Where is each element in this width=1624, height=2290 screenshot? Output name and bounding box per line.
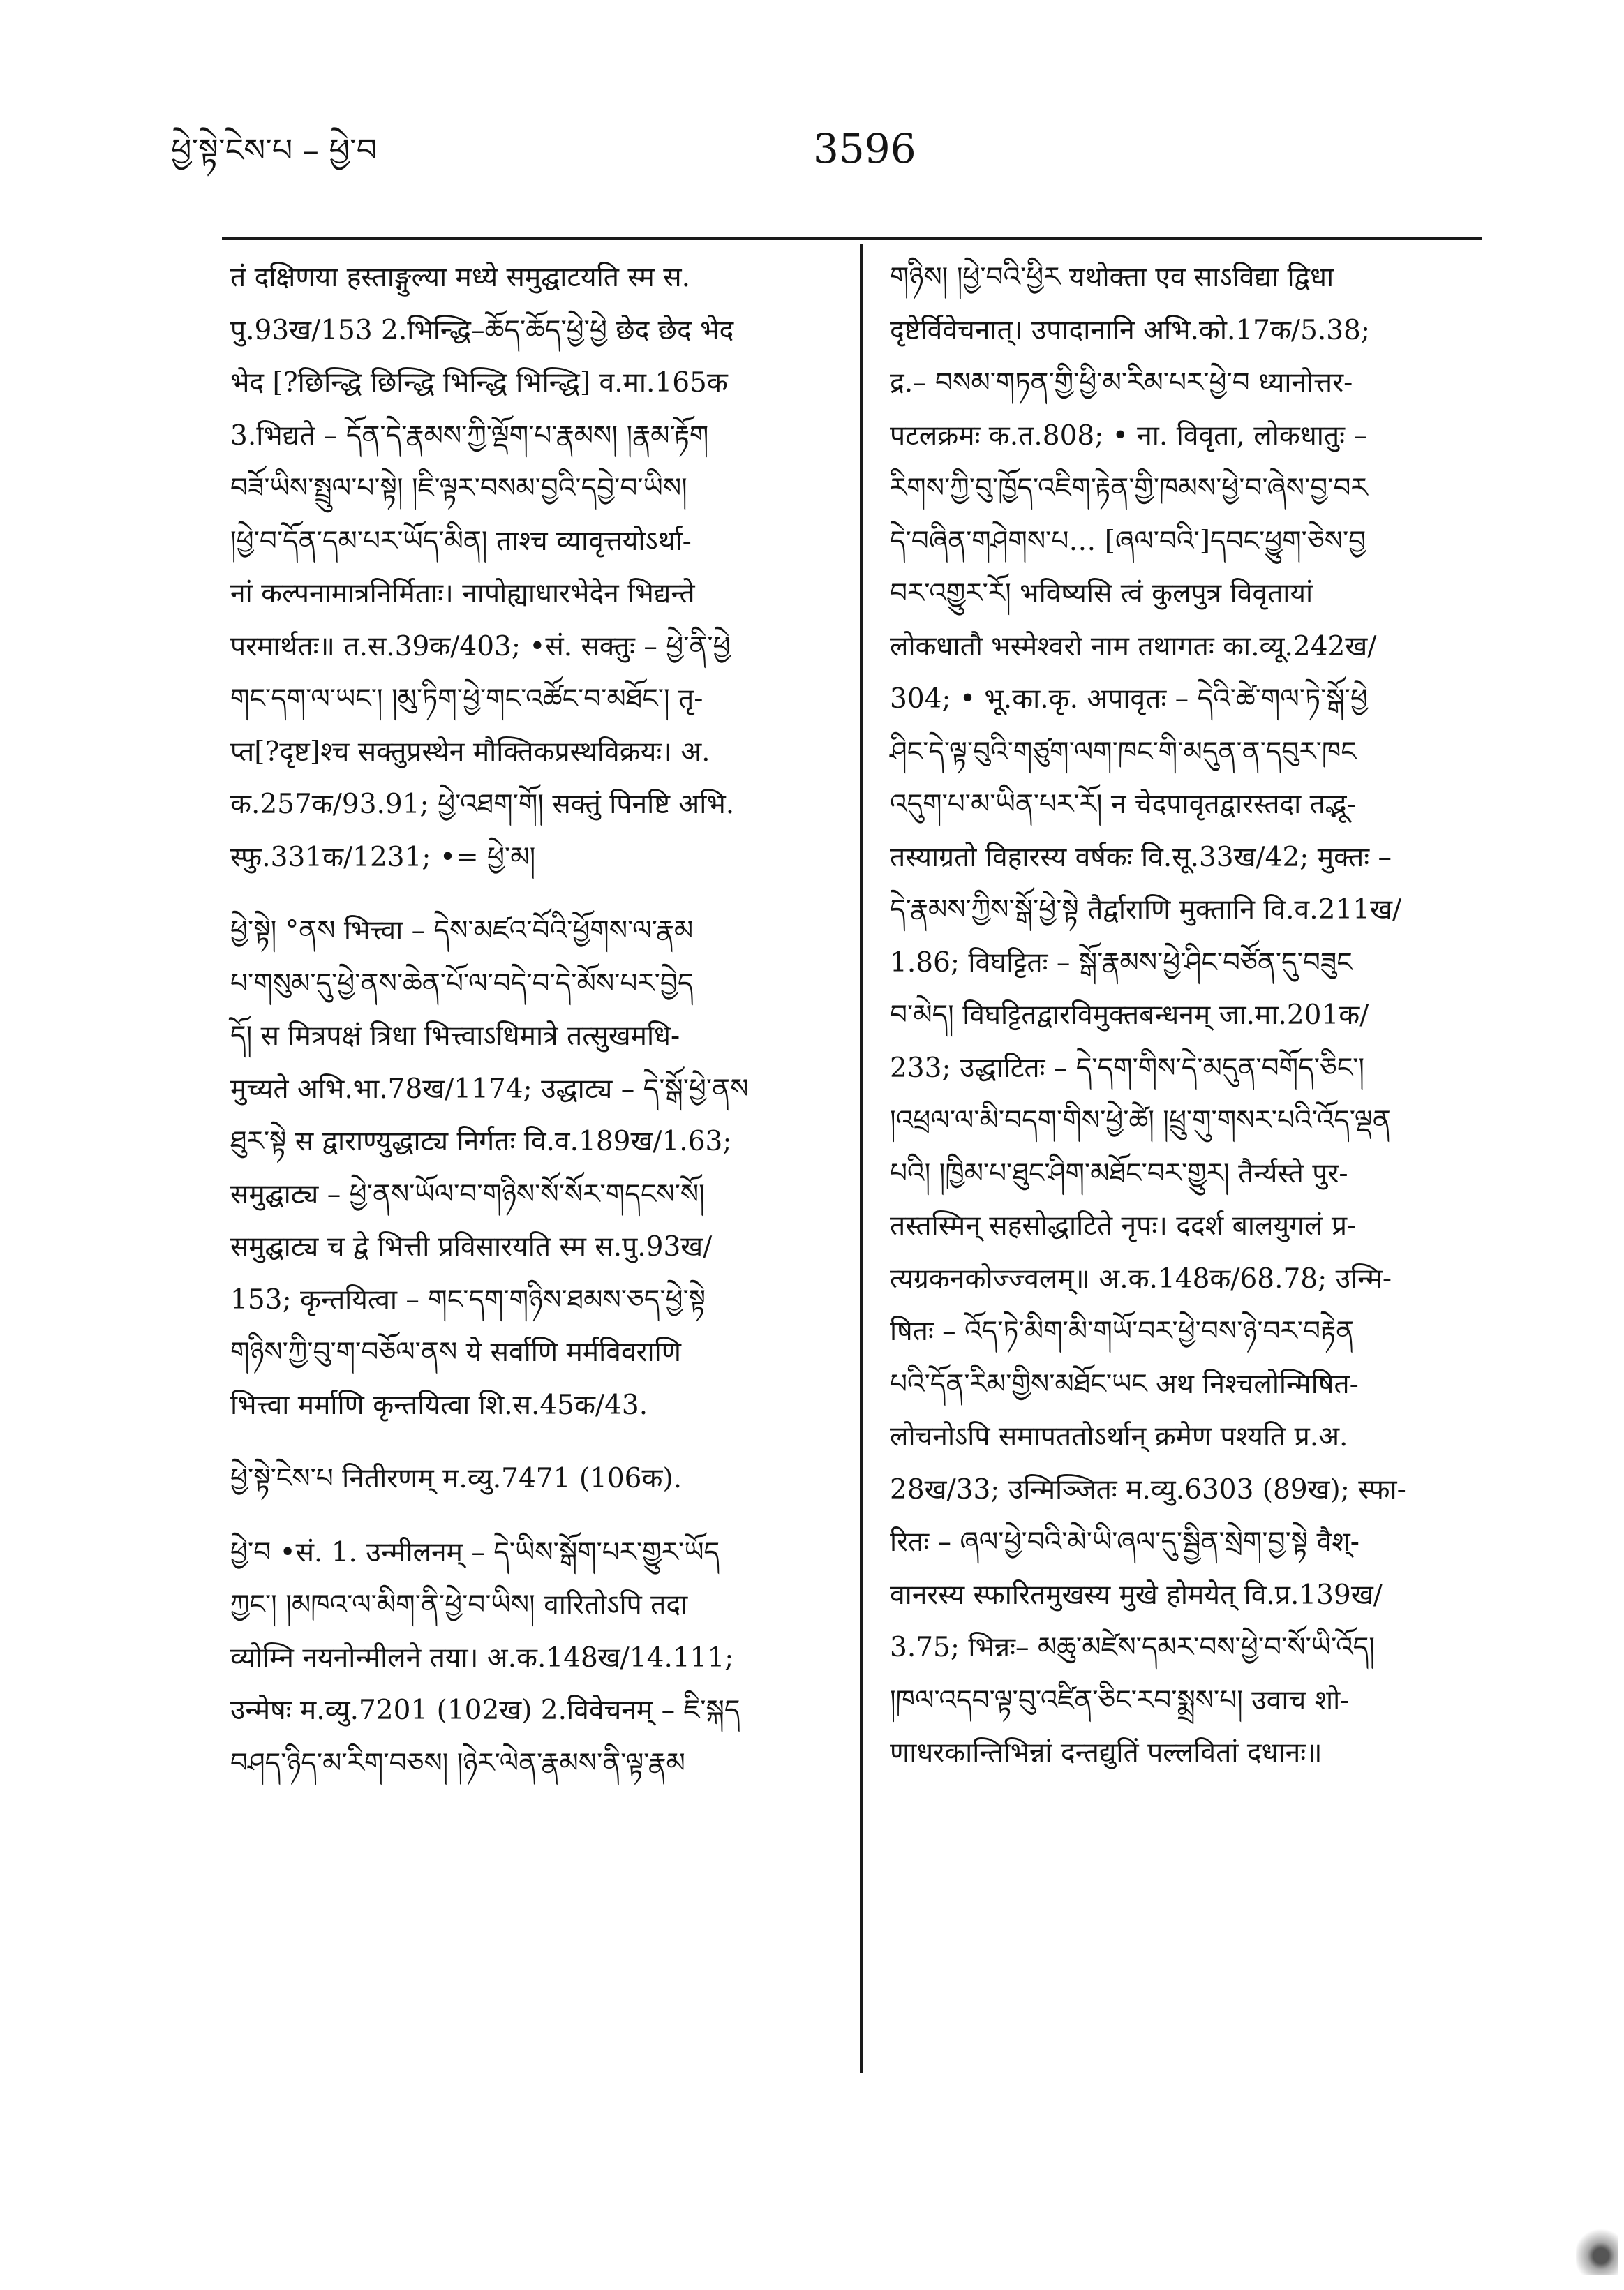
text-line: པའི་དོན་རིམ་གྱིས་མཐོང་ཡང अथ निश्चलोन्मिषित- (890, 1368, 1359, 1400)
text-line: द्र.– བསམ་གཏན་གྱི་ཕྱི་མ་རིམ་པར་ཕྱེ་བ ध्यानोत्तर- (890, 367, 1353, 399)
text-line: ཕྱེ་བ •सं. 1. उन्मीलनम् – དེ་ཡིས་སྒོག་པར་གྱུར་ཡོད (230, 1536, 720, 1568)
text-line: नां कल्पनामात्रनिर्मिताः। नापोह्याधारभेदेन भिद्यन्ते (230, 578, 695, 609)
text-line: तस्तस्मिन् सहसोद्धाटिते नृपः। ददर्श बालयुगलं प्र- (890, 1210, 1357, 1242)
text-line: पटलक्रमः क.त.808; • ना. विवृता, लोकधातुः – (890, 419, 1367, 452)
page-number: 3596 (813, 125, 916, 172)
running-head: ཕྱེ་སྟེ་ངེས་པ – ཕྱེ་བ (171, 131, 378, 169)
text-line: དོ། स मित्रपक्षं त्रिधा भित्त्वाऽधिमात्रे तत्सुखमधि- (230, 1020, 680, 1052)
text-line: भित्त्वा मर्माणि कृन्तयित्वा शि.स.45क/43. (230, 1389, 648, 1421)
entry-block (230, 251, 844, 884)
text-line: ཤིང་དེ་ལྟ་བུའི་གཙུག་ལག་ཁང་གི་མདུན་ན་དབུར་ཁང (890, 736, 1357, 768)
text-line: मुच्यते अभि.भा.78ख/1174; उद्धाट्य – དེ་སྒོ་ཕྱེ་ནས (230, 1073, 749, 1105)
entry-gap (230, 884, 844, 905)
text-line: གང་དག་ལ་ཡང་། །མུ་ཏིག་ཕྱེ་གང་འཚོང་བ་མཐོང་། तृ- (230, 683, 703, 715)
text-line: त्यग्रकनकोज्ज्वलम्॥ अ.क.148क/68.78; उन्मि- (890, 1263, 1392, 1295)
text-line: བ་མེད། विघट्टितद्वारविमुक्तबन्धनम् जा.मा.201क/ (890, 999, 1369, 1031)
header-rule (222, 237, 1482, 240)
text-line: །ཁལ་འདབ་ལྟ་བུ་འཛིན་ཅིང་རབ་སྨྲས་པ། उवाच शो- (890, 1684, 1350, 1716)
text-line: भेद [?छिन्द्धि छिन्द्धि भिन्द्धि भिन्द्धि] व.मा.165क (230, 367, 728, 399)
right-column (890, 251, 1490, 1780)
text-line: णाधरकान्तिभिन्नां दन्तद्युतिं पल्लवितां दधानः॥ (890, 1737, 1323, 1769)
text-line: །ཕྱེ་བ་དོན་དམ་པར་ཡོད་མིན། ताश्च व्यावृत्तयोऽर्था- (230, 525, 692, 557)
text-line: 233; उद्धाटितः – དེ་དག་གིས་དེ་མདུན་བགོད་ཅིང་། (890, 1052, 1365, 1084)
text-line: གཉིས་ཀྱི་བུ་ག་བཅོལ་ནས ये सर्वाणि मर्मविवराणि (230, 1337, 681, 1368)
text-line: །འཕྲལ་ལ་མི་བདག་གིས་ཕྱེ་ཚེ། །ཕྲུ་གུ་གསར་པའི་འོད་ལྡན (890, 1105, 1391, 1136)
text-line: पु.93ख/153 2.भिन्द्धि–ཆོད་ཆོད་ཕྱེ་ཕྱེ छेद छेद भेद (230, 314, 734, 346)
text-line: 3.75; भिन्नः– མཆུ་མཛེས་དམར་བས་ཕྱེ་བ་སོ་ཡི་འོད། (890, 1632, 1375, 1663)
text-line: པ་གསུམ་དུ་ཕྱེ་ནས་ཆེན་པོ་ལ་བདེ་བ་དེ་མོས་པར་བྱེད (230, 967, 694, 999)
text-line: 3.भिद्यते – དོན་དེ་རྣམས་ཀྱི་ལྡོག་པ་རྣམས། །རྣམ་རྟོག (230, 419, 709, 452)
text-line: 304; • भू.का.कृ. अपावृतः – དེའི་ཚེ་གལ་ཏེ་སྒོ་ཕྱེ (890, 683, 1368, 715)
column-divider (860, 244, 863, 2073)
text-line: དེ་བཞིན་གཤེགས་པ… [ཞལ་བའི་]དབང་ཕྱུག་ཅེས་བྱ (890, 525, 1366, 557)
text-line: समुद्घाट्य – ཕྱེ་ནས་ཡོལ་བ་གཉིས་སོ་སོར་གདངས་སོ། (230, 1178, 705, 1210)
text-line: 28ख/33; उन्मिञ्जितः म.व्यु.6303 (89ख); स्फा- (890, 1473, 1406, 1505)
text-line: པའི། །ཁྱིམ་པ་ཐུང་ཤིག་མཐོང་བར་གྱུར། तैर्न्यस्ते पुर- (890, 1157, 1348, 1189)
text-line: उन्मेषः म.व्यु.7201 (102ख) 2.विवेचनम् – ཇི་སྐད (230, 1695, 740, 1726)
text-line: तं दक्षिणया हस्ताङ्गुल्या मध्ये समुद्घाटयति स्म स. (230, 262, 690, 293)
text-line: 1.86; विघट्टितः – སྒོ་རྣམས་ཕྱེ་ཤིང་བཙོན་དུ་བཟུང (890, 946, 1353, 979)
text-line: परमार्थतः॥ त.स.39क/403; •सं. सक्तुः – ཕྱེ་ནི་ཕྱེ (230, 630, 731, 662)
text-line: བཤད་ཉིད་མ་རིག་བཅས། །ཉེར་ལེན་རྣམས་ནི་ལྟ་རྣམ (230, 1747, 685, 1779)
text-line: རིགས་ཀྱི་བུ་ཁྱོད་འཇིག་རྟེན་གྱི་ཁམས་ཕྱེ་བ་ཞེས་བྱ་བར (890, 473, 1368, 504)
text-line: དེ་རྣམས་ཀྱིས་སྒོ་ཕྱེ་སྟེ तैर्द्वाराणि मुक्तानि वि.व.211ख/ (890, 894, 1402, 925)
text-line: दृष्टेर्विवेचनात्। उपादानानि अभि.को.17क/5.38; (890, 314, 1371, 346)
text-line: रितः – ཞལ་ཕྱེ་བའི་མེ་ཡི་ཞལ་དུ་སྦྱིན་སྲེག་བྱ་སྟེ वैश्- (890, 1526, 1359, 1558)
text-line: षितः – འོད་ཏེ་མིག་མི་གཡོ་བར་ཕྱེ་བས་ཉེ་བར་བརྟེན (890, 1316, 1355, 1347)
text-line: 153; कृन्तयित्वा – གང་དག་གཉིས་ཐམས་ཅད་ཕྱེ་སྟེ (230, 1284, 706, 1316)
left-column (230, 251, 844, 1790)
text-line: स्फु.331क/1231; •= ཕྱེ་མ། (230, 841, 536, 873)
text-line: ཐུར་སྟེ स द्वाराण्युद्धाट्य निर्गतः वि.व.189ख/1.63; (230, 1126, 732, 1157)
entry-block (230, 905, 844, 1432)
text-line: लोकधातौ भस्मेश्वरो नाम तथागतः का.व्यू.242ख/ (890, 630, 1377, 662)
text-line: ཕྱེ་སྟེ་ངེས་པ नितीरणम् म.व्यु.7471 (106क). (230, 1463, 683, 1494)
entry-gap (230, 1432, 844, 1452)
scan-smudge (1576, 2226, 1618, 2275)
text-line: समुद्घाट्य च द्वे भित्ती प्रविसारयति स्म स.पु.93ख/ (230, 1231, 713, 1263)
entry-block (230, 1526, 844, 1790)
text-line: लोचनोऽपि समापततोऽर्थान् क्रमेण पश्यति प्र.अ. (890, 1421, 1348, 1452)
entry-gap (230, 1505, 844, 1526)
text-line: प्त[?दृष्ट]श्च सक्तुप्रस्थेन मौक्तिकप्रस्थविक्रयः। अ. (230, 736, 710, 768)
text-line: ཀྱང་། །མཁའ་ལ་མིག་ནི་ཕྱེ་བ་ཡིས། वारितोऽपि तदा (230, 1589, 688, 1621)
text-line: གཉིས། །ཕྱེ་བའི་ཕྱིར यथोक्ता एव साऽविद्या द्विधा (890, 262, 1334, 293)
entry-block (230, 1452, 844, 1505)
text-line: वानरस्य स्फारितमुखस्य मुखे होमयेत् वि.प्र.139ख/ (890, 1579, 1383, 1611)
text-line: བར་འགྱུར་རོ། भविष्यसि त्वं कुलपुत्र विवृतायां (890, 578, 1313, 609)
text-line: व्योम्नि नयनोन्मीलने तया। अ.क.148ख/14.111; (230, 1642, 734, 1674)
text-line: བཟོ་ཡིས་སྤྲུལ་པ་སྟེ། །ཇི་ལྟར་བསམ་བྱའི་དབྱེ་བ་ཡིས། (230, 473, 687, 504)
text-line: ཕྱེ་སྟེ། °ནས भित्त्वा – དེས་མཛའ་བོའི་ཕྱོགས་ལ་རྣམ (230, 915, 694, 946)
text-line: འདུག་པ་མ་ཡིན་པར་རོ། न चेदपावृतद्वारस्तदा तद्भू- (890, 789, 1356, 820)
text-line: तस्याग्रतो विहारस्य वर्षकः वि.सू.33ख/42; मुक्तः – (890, 841, 1392, 873)
text-line: क.257क/93.91; ཕྱེ་འཐག་གོ། सक्तुं पिनष्टि अभि. (230, 789, 735, 820)
